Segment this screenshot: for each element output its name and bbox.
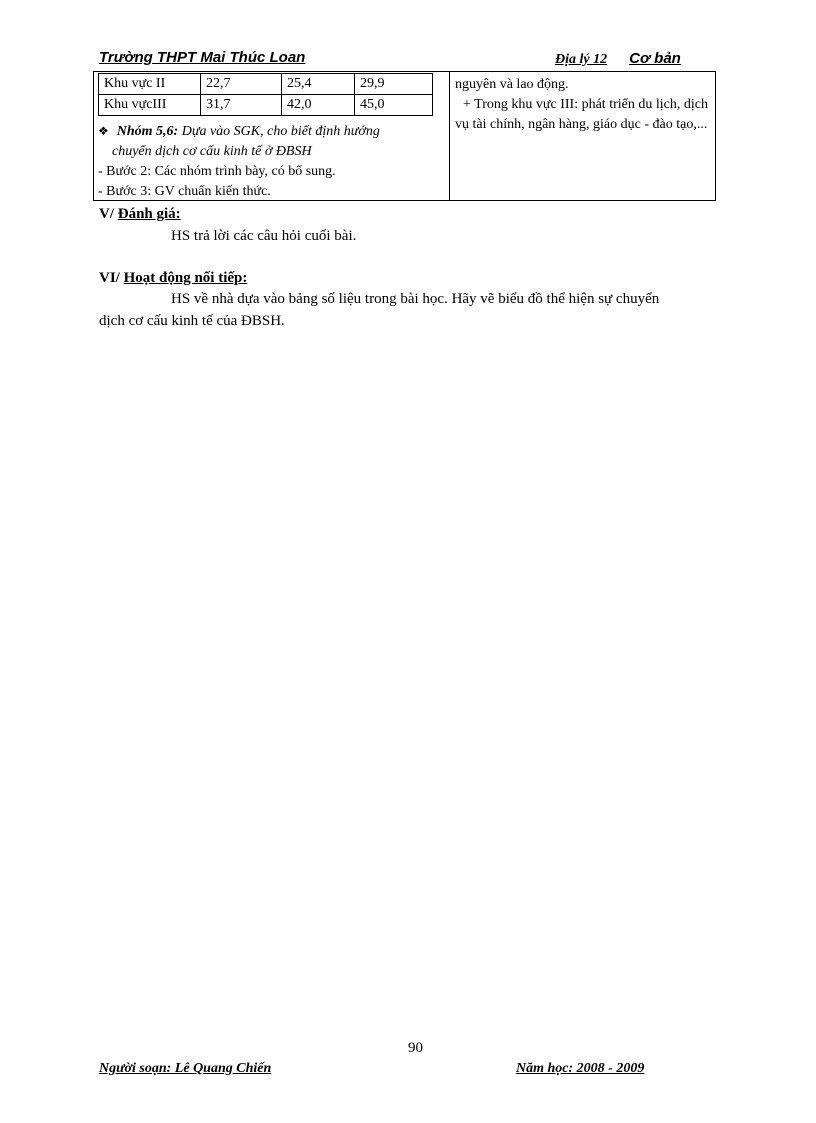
author: Người soạn: Lê Quang Chiến [99,1061,272,1076]
table-cell: 25,4 [282,74,355,95]
right-column-text [455,75,708,135]
column-divider [449,71,450,201]
page-number: 90 [408,1040,423,1056]
section-6-title: Hoạt động nối tiếp: [123,270,248,286]
table-row [99,95,433,116]
section-6-number: VI/ [99,270,120,286]
section-5-heading [99,206,181,223]
table-cell: 29,9 [355,74,433,95]
section-6-text-line-2: dịch cơ cấu kinh tế của ĐBSH. [99,313,285,329]
school-year: Năm học: 2008 - 2009 [516,1061,645,1076]
diamond-bullet-icon: ❖ [98,124,109,138]
table-cell: 31,7 [201,95,282,116]
subject-header [555,50,681,68]
group-text-continued: chuyển dịch cơ cấu kinh tế ở ĐBSH [112,144,312,159]
subject-level: Cơ bản [629,50,681,67]
table-cell: 42,0 [282,95,355,116]
subject-name: Địa lý 12 [555,52,608,67]
data-table [98,73,433,116]
section-6-text-line-1: HS về nhà dựa vào bảng số liệu trong bài học. Hãy vẽ biểu đồ thể hiện sự chuyển [171,291,660,307]
table-cell: Khu vựcIII [99,95,201,116]
table-row [99,74,433,95]
group-label: Nhóm 5,6: [116,124,179,139]
group-task [98,121,448,142]
table-cell: 45,0 [355,95,433,116]
section-5-text: HS trả lời các câu hỏi cuối bài. [171,228,357,244]
table-cell: Khu vực II [99,74,201,95]
right-line-2: + Trong khu vực III: phát triển du lịch, dịch vụ tài chính, ngân hàng, giáo dục - đào tạo,... [455,97,708,132]
section-6-heading [99,270,247,287]
section-5-title: Đánh giá: [117,206,181,222]
group-text: Dựa vào SGK, cho biết định hướng [181,124,380,139]
school-name: Trường THPT Mai Thúc Loan [99,49,306,66]
step-2: - Bước 2: Các nhóm trình bày, có bổ sung. [98,164,336,179]
table-cell: 22,7 [201,74,282,95]
section-5-number: V/ [99,206,114,222]
step-3: - Bước 3: GV chuẩn kiến thức. [98,184,271,199]
right-line-1: nguyên và lao động. [455,77,569,92]
left-column-text [98,121,448,202]
